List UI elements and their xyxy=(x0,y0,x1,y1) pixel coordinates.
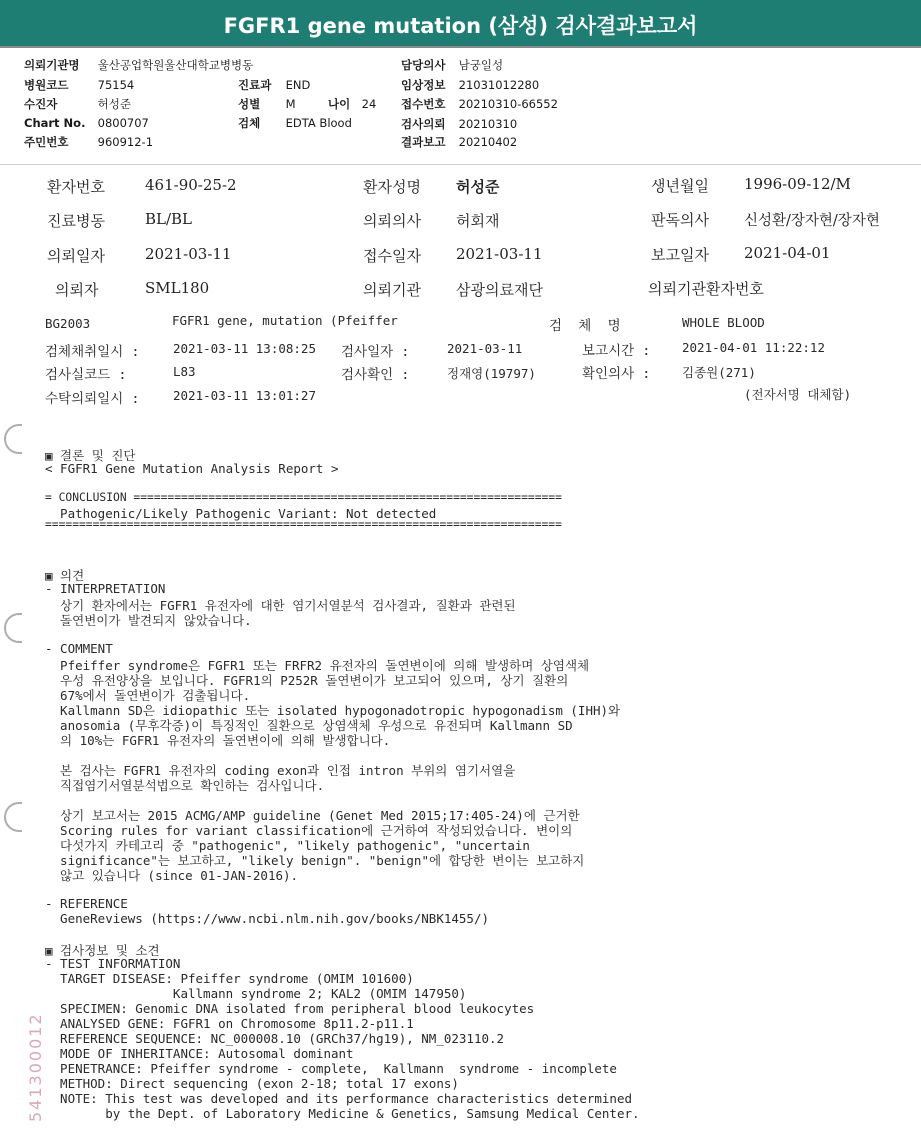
patient-label: 의뢰의사 xyxy=(363,212,421,230)
test-code: BG2003 xyxy=(45,316,91,331)
section-heading: ▣ 검사정보 및 소견 xyxy=(45,943,160,958)
header-field: 결과보고 20210402 xyxy=(401,135,518,149)
specimen-label: 검 체 명 xyxy=(549,318,621,334)
body-line: 본 검사는 FGFR1 유전자의 coding exon과 인접 intron 부위의 염기서열을 xyxy=(45,763,516,778)
body-line: 67%에서 돌연변이가 검출됩니다. xyxy=(45,688,251,703)
report-title: FGFR1 gene mutation (삼성) 검사결과보고서 xyxy=(0,0,921,48)
testdate-label: 검사일자 : xyxy=(341,344,410,360)
body-line: NOTE: This test was developed and its performance characteristics determined xyxy=(45,1091,632,1106)
patient-value: 461-90-25-2 xyxy=(145,176,237,194)
subsection-heading: - COMMENT xyxy=(45,641,113,656)
header-divider xyxy=(0,164,921,165)
patient-label: 판독의사 xyxy=(651,211,709,229)
patient-label: 생년월일 xyxy=(651,177,709,195)
header-field: 나이 24 xyxy=(328,97,377,111)
body-line: 상기 환자에서는 FGFR1 유전자에 대한 염기서열분석 검사결과, 질환과 관련된 xyxy=(45,598,516,613)
header-field: 임상정보 21031012280 xyxy=(401,78,540,92)
body-line: METHOD: Direct sequencing (exon 2-18; total 17 exons) xyxy=(45,1076,459,1091)
body-line: Pfeiffer syndrome은 FGFR1 또는 FRFR2 유전자의 돌연변이에 의해 발생하며 상염색체 xyxy=(45,658,590,673)
confirm-value: 정재영(19797) xyxy=(447,366,536,381)
body-line: Kallmann SD은 idiopathic 또는 isolated hypogonadotropic hypogonadism (IHH)와 xyxy=(45,703,621,718)
binder-hole-mark xyxy=(4,424,22,454)
body-line: anosomia (무후각증)이 특징적인 질환으로 상염색체 우성으로 유전되며 Kallmann SD xyxy=(45,718,573,733)
patient-label: 환자성명 xyxy=(363,178,421,196)
patient-label: 의뢰기관환자번호 xyxy=(648,280,764,298)
patient-label: 의뢰일자 xyxy=(47,247,105,265)
collect-value: 2021-03-11 13:08:25 xyxy=(173,341,316,356)
body-line: 돌연변이가 발견되지 않았습니다. xyxy=(45,613,252,628)
header-field: 주민번호 960912-1 xyxy=(24,135,154,149)
body-line: SPECIMEN: Genomic DNA isolated from peripheral blood leukocytes xyxy=(45,1001,535,1016)
body-line: PENETRANCE: Pfeiffer syndrome - complete, Kallmann syndrome - incomplete xyxy=(45,1061,617,1076)
patient-label: 접수일자 xyxy=(363,247,421,265)
patient-value: 2021-03-11 xyxy=(456,245,543,263)
section-heading: ▣ 결론 및 진단 xyxy=(45,448,136,463)
test-name: FGFR1 gene, mutation (Pfeiffer xyxy=(172,313,398,328)
patient-label: 진료병동 xyxy=(47,212,105,230)
patient-value: 2021-03-11 xyxy=(145,245,232,263)
body-line: TARGET DISEASE: Pfeiffer syndrome (OMIM 101600) xyxy=(45,971,414,986)
header-field: 검체 EDTA Blood xyxy=(238,116,352,130)
patient-value: SML180 xyxy=(145,279,210,297)
subsection-heading: - REFERENCE xyxy=(45,896,128,911)
header-field: 담당의사 남궁일성 xyxy=(401,58,504,72)
patient-value: 1996-09-12/M xyxy=(744,175,851,193)
body-line: by the Dept. of Laboratory Medicine & Genetics, Samsung Medical Center. xyxy=(45,1106,640,1121)
header-field: 성별 M xyxy=(238,97,296,111)
patient-label: 보고일자 xyxy=(651,246,709,264)
body-line: REFERENCE SEQUENCE: NC_000008.10 (GRCh37/hg19), NM_023110.2 xyxy=(45,1031,505,1046)
room-label: 검사실코드 : xyxy=(45,367,127,383)
header-field: 진료과 END xyxy=(238,78,311,92)
specimen-value: WHOLE BLOOD xyxy=(682,315,765,330)
header-field: 검사의뢰 20210310 xyxy=(401,117,518,131)
reporttime-label: 보고시간 : xyxy=(582,343,651,359)
body-line: 의 10%는 FGFR1 유전자의 돌연변이에 의해 발생합니다. xyxy=(45,733,391,748)
body-line: 다섯가지 카테고리 중 "pathogenic", "likely pathogenic", "uncertain xyxy=(45,838,530,853)
body-line: 않고 있습니다 (since 01-JAN-2016). xyxy=(45,868,299,883)
reference-line: GeneReviews (https://www.ncbi.nlm.nih.gov/books/NBK1455/) xyxy=(45,911,490,926)
conclusion-text: Pathogenic/Likely Pathogenic Variant: Not detected xyxy=(45,506,437,521)
patient-value: 신성환/장자현/장자현 xyxy=(744,213,880,229)
patient-value: 2021-04-01 xyxy=(744,244,831,262)
patient-label: 환자번호 xyxy=(47,178,105,196)
patient-value: 허성준 xyxy=(456,178,500,196)
subsection-heading: - TEST INFORMATION xyxy=(45,956,181,971)
body-line: MODE OF INHERITANCE: Autosomal dominant xyxy=(45,1046,354,1061)
body-line: significance"는 보고하고, "likely benign". "benign"에 합당한 변이는 보고하지 xyxy=(45,853,585,868)
testdate-value: 2021-03-11 xyxy=(447,341,523,356)
report-subtitle: < FGFR1 Gene Mutation Analysis Report > xyxy=(45,461,339,476)
conclusion-rule: ============================================================================ xyxy=(45,518,562,531)
outsource-label: 수탁의뢰일시 : xyxy=(45,391,140,407)
patient-value: BL/BL xyxy=(145,210,193,228)
patient-label: 의뢰자 xyxy=(55,281,99,299)
body-line: Scoring rules for variant classification에 근거하여 작성되었습니다. 변이의 xyxy=(45,823,573,838)
doctor-label: 확인의사 : xyxy=(582,366,651,382)
header-field: Chart No. 0800707 xyxy=(24,116,149,130)
body-line: 상기 보고서는 2015 ACMG/AMP guideline (Genet Med 2015;17:405-24)에 근거한 xyxy=(45,808,580,823)
binder-hole-mark xyxy=(4,613,22,643)
confirm-label: 검사확인 : xyxy=(341,367,410,383)
header-field: 의뢰기관명 울산공업학원울산대학교병병동 xyxy=(24,58,254,72)
room-value: L83 xyxy=(173,364,196,379)
subsection-heading: - INTERPRETATION xyxy=(45,581,166,596)
reporttime-value: 2021-04-01 11:22:12 xyxy=(682,340,825,355)
body-line: 직접염기서열분석법으로 확인하는 검사입니다. xyxy=(45,778,325,793)
patient-value: 허회재 xyxy=(456,212,500,230)
body-line: ANALYSED GENE: FGFR1 on Chromosome 8p11.2-p11.1 xyxy=(45,1016,414,1031)
section-heading: ▣ 의견 xyxy=(45,568,85,583)
body-line: Kallmann syndrome 2; KAL2 (OMIM 147950) xyxy=(45,986,467,1001)
patient-value: 삼광의료재단 xyxy=(456,281,543,299)
esign-note: (전자서명 대체함) xyxy=(744,387,852,402)
header-field: 접수번호 20210310-66552 xyxy=(401,97,558,111)
vertical-serial-number: 541300012 xyxy=(26,1012,45,1122)
patient-label: 의뢰기관 xyxy=(363,281,421,299)
header-field: 수진자 허성준 xyxy=(24,97,131,111)
body-line: 우성 유전양상을 보입니다. FGFR1의 P252R 돌연변이가 보고되어 있으며, 상기 질환의 xyxy=(45,673,569,688)
binder-hole-mark xyxy=(4,802,22,832)
outsource-value: 2021-03-11 13:01:27 xyxy=(173,388,316,403)
header-field: 병원코드 75154 xyxy=(24,78,135,92)
conclusion-header: = CONCLUSION =============================================================== xyxy=(45,491,562,504)
collect-label: 검체채취일시 : xyxy=(45,344,140,360)
doctor-value: 김종원(271) xyxy=(682,365,756,380)
